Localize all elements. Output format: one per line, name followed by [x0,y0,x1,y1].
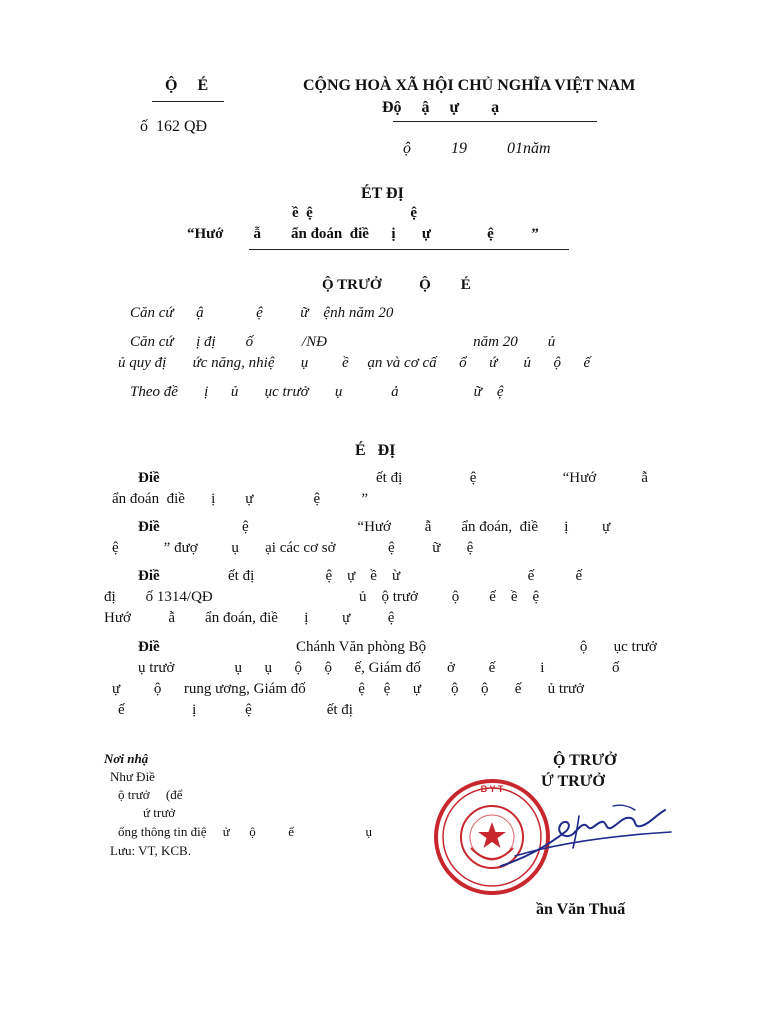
agency-name: Ộ É [165,77,209,94]
recipient-1: Như Điề [110,769,155,784]
recipient-4: ổng thông tin điệ ử ộ ế ụ [118,824,373,839]
article-4-text-cont-3: ế ị ệ ết đị [118,702,353,718]
signer-title-1: Ộ TRƯỞ [553,752,617,769]
issuing-authority: Ộ TRƯỞ Ộ É [322,277,471,293]
country-name: CỘNG HOÀ XÃ HỘI CHỦ NGHĨA VIỆT NAM [303,77,636,94]
article-1-text: ết đị ệ “Hướ ẫ [376,470,648,486]
article-1-label: Điề [138,470,160,486]
article-3-label: Điề [138,568,160,584]
guideline-title: “Hướ ẫ ẩn đoán điề ị ự ệ ” [187,226,539,242]
article-4-text: Chánh Văn phòng Bộ ộ ục trưở [296,639,657,655]
recipient-3: ứ trưở [143,805,176,820]
legal-basis-2: Căn cứ ị đị ố /NĐ năm 20 ủ [130,334,556,350]
article-3-text-cont: đị ố 1314/QĐ ủ ộ trưở ộ ế ề ệ [104,589,540,605]
article-2-text: ệ “Hướ ẫ ẩn đoán, điề ị ự [242,519,611,535]
article-2-text-cont: ệ ” đượ ụ ại các cơ sở ệ ữ ệ [112,540,474,556]
motto-underline [393,121,597,122]
decision-subject: ề ệ ệ [292,205,417,221]
issue-date: ộ 19 01năm [403,140,551,157]
legal-basis-2-cont: ủ quy đị ức năng, nhiệ ụ ề ạn và cơ cấ ổ ứ ủ ộ ế [118,355,591,371]
article-3-text: ết đị ệ ự ề ừ ế ế [228,568,583,584]
recipient-5: Lưu: VT, KCB. [110,843,191,858]
seal-text: B Y T [480,784,504,794]
title-underline [249,249,569,250]
article-4-text-cont: ụ trưở ụ ụ ộ ộ ế, Giám đố ở ế i ố [138,660,620,676]
agency-underline [152,101,224,102]
article-1-text-cont: ẩn đoán điề ị ự ệ ” [112,491,369,507]
national-motto: Độ ậ ự ạ [382,99,500,116]
document-number: ố 162 QĐ [140,118,208,135]
legal-basis-1: Căn cứ ậ ệ ữ ệnh năm 20 [130,305,394,321]
signer-title-2: Ứ TRƯỞ [541,773,605,790]
legal-basis-3: Theo đề ị ủ ục trưở ụ ả ữ ệ [130,384,504,400]
handwritten-signature [495,796,675,886]
article-3-text-cont-2: Hướ ẫ ẩn đoán, điề ị ự ệ [104,610,395,626]
recipient-2: ộ trưở (để [118,787,183,802]
article-2-label: Điề [138,519,160,535]
recipients-label: Nơi nhậ [104,751,149,766]
decides-heading: É ĐỊ [355,442,396,459]
article-4-label: Điề [138,639,160,655]
article-4-text-cont-2: ự ộ rung ương, Giám đố ệ ệ ự ộ ộ ế ủ trưở [112,681,585,697]
decision-title: ÉT ĐỊ [361,185,404,202]
signer-name: ần Văn Thuấ [536,901,626,918]
